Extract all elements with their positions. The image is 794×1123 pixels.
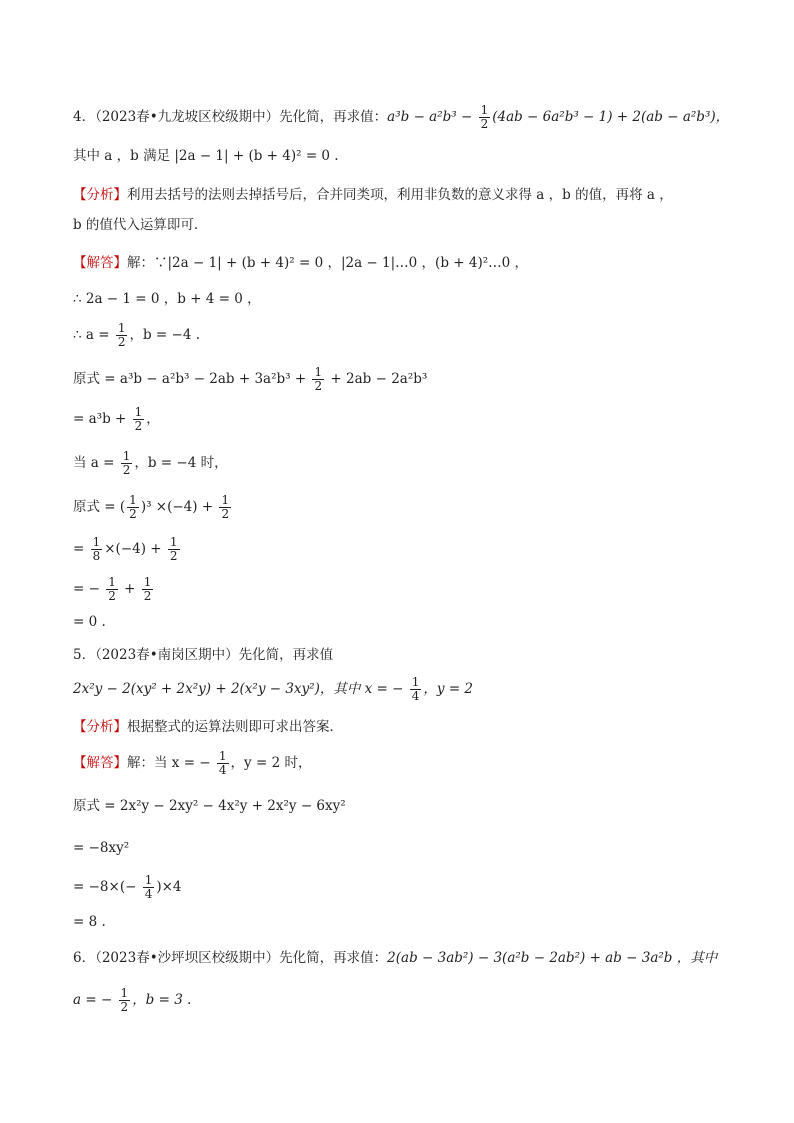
fraction: $\frac{1}{2}$ bbox=[129, 493, 137, 521]
fraction: $\frac{1}{4}$ bbox=[411, 675, 420, 703]
q4-answer-line-6: 当 a = $\frac{1}{2}$ ，b = −4 时， bbox=[73, 449, 228, 477]
fraction: $\frac{1}{2}$ bbox=[108, 575, 116, 603]
q4-title: 4．（2023春•九龙坡区校级期中）先化简，再求值：a³b − a²b³ − $\frac{1}{2}$ (4ab − 6a²b³ − 1) + 2(ab − a²b³)， bbox=[73, 103, 730, 131]
q6-title: 6．（2023春•沙坪坝区校级期中）先化简，再求值：2(ab − 3ab²) − 3(a²b − 2ab²) + ab − 3a²b ，其中 bbox=[73, 950, 718, 966]
q5-answer-line-4: = −8×(− $\frac{1}{4}$ )×4 bbox=[73, 873, 182, 901]
analysis-tag: 【分析】 bbox=[73, 719, 127, 735]
q5-answer-line-3: = −8xy² bbox=[73, 840, 130, 856]
fraction: $\frac{1}{2}$ bbox=[480, 103, 489, 131]
q4-answer-line-1: 【解答】解：∵|2a − 1| + (b + 4)² = 0 ，|2a − 1|…0 ，(b + 4)²…0 ， bbox=[73, 255, 529, 271]
q5-answer-line-5: = 8 . bbox=[73, 914, 106, 930]
q4-answer-line-5: = a³b + $\frac{1}{2}$ ， bbox=[73, 405, 160, 433]
q5-expression: 2x²y − 2(xy² + 2x²y) + 2(x²y − 3xy²)，其中 x = − $\frac{1}{4}$ ，y = 2 bbox=[73, 675, 474, 703]
answer-tag: 【解答】 bbox=[73, 755, 127, 771]
fraction: $\frac{1}{2}$ bbox=[134, 405, 143, 433]
fraction: $\frac{1}{2}$ bbox=[117, 321, 126, 349]
q5-answer-line-2: 原式 = 2x²y − 2xy² − 4x²y + 2x²y − 6xy² bbox=[73, 798, 346, 814]
q4-answer-line-2: ∴ 2a − 1 = 0 ，b + 4 = 0 ， bbox=[73, 291, 261, 307]
fraction: $\frac{1}{2}$ bbox=[221, 493, 230, 521]
q4-answer-line-8: = $\frac{1}{8}$ ×(−4) + $\frac{1}{2}$ bbox=[73, 535, 178, 563]
fraction: $\frac{1}{2}$ bbox=[169, 535, 178, 563]
q4-answer-line-3: ∴ a = $\frac{1}{2}$ ，b = −4 . bbox=[73, 321, 200, 349]
q5-title: 5．（2023春•南岗区期中）先化简，再求值 bbox=[73, 647, 334, 663]
q5-answer-line-1: 【解答】解：当 x = − $\frac{1}{4}$ ，y = 2 时， bbox=[73, 749, 312, 777]
q4-analysis-cont: b 的值代入运算即可． bbox=[73, 217, 208, 233]
q5-analysis: 【分析】根据整式的运算法则即可求出答案． bbox=[73, 719, 343, 735]
fraction: $\frac{1}{2}$ bbox=[314, 365, 323, 393]
fraction: $\frac{1}{2}$ bbox=[122, 449, 131, 477]
answer-tag: 【解答】 bbox=[73, 255, 127, 271]
q4-answer-line-9: = − $\frac{1}{2}$ + $\frac{1}{2}$ bbox=[73, 575, 152, 603]
q4-answer-line-10: = 0 . bbox=[73, 614, 106, 630]
q4-analysis: 【分析】利用去括号的法则去掉括号后，合并同类项，利用非负数的意义求得 a ，b 的值，再将 a ， bbox=[73, 187, 673, 203]
fraction: $\frac{1}{4}$ bbox=[144, 873, 153, 901]
q4-answer-line-4: 原式 = a³b − a²b³ − 2ab + 3a²b³ + $\frac{1}{2}$ + 2ab − 2a²b³ bbox=[73, 365, 428, 393]
q4-condition: 其中 a ，b 满足 |2a − 1| + (b + 4)² = 0 . bbox=[73, 148, 339, 164]
fraction: $\frac{1}{2}$ bbox=[143, 575, 152, 603]
fraction: $\frac{1}{2}$ bbox=[120, 986, 129, 1014]
q4-answer-line-7: 原式 = ( $\frac{1}{2}$ )³ ×(−4) + $\frac{1}{2}$ bbox=[73, 493, 230, 521]
q6-condition: a = − $\frac{1}{2}$ ，b = 3 . bbox=[73, 986, 192, 1014]
fraction: $\frac{1}{4}$ bbox=[218, 749, 227, 777]
fraction: $\frac{1}{8}$ bbox=[92, 535, 101, 563]
analysis-tag: 【分析】 bbox=[73, 187, 127, 203]
